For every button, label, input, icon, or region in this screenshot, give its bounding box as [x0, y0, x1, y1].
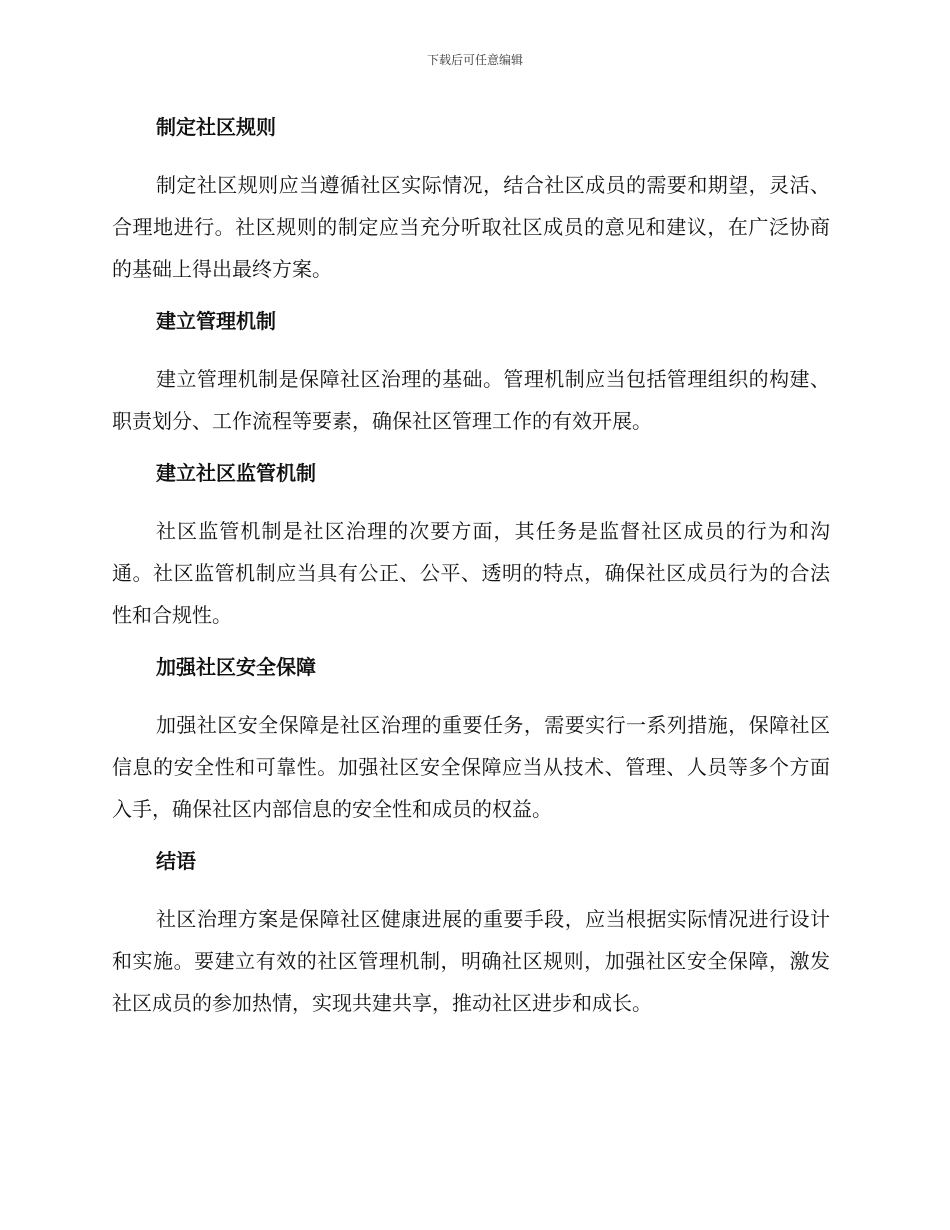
section-title-management-mechanism: 建立管理机制 [156, 309, 276, 333]
section-title-supervision-mechanism: 建立社区监管机制 [156, 461, 316, 485]
section-body-conclusion: 社区治理方案是保障社区健康进展的重要手段，应当根据实际情况进行设计和实施。要建立有效的社区管理机制，明确社区规则，加强社区安全保障，激发社区成员的参加热情，实现共建共享，推动社区进步和成长。 [112, 907, 830, 1015]
section-title-security: 加强社区安全保障 [156, 655, 316, 679]
document-content [112, 108, 830, 1036]
section-body-management-mechanism: 建立管理机制是保障社区治理的基础。管理机制应当包括管理组织的构建、职责划分、工作流程等要素，确保社区管理工作的有效开展。 [112, 367, 830, 433]
section-title-conclusion: 结语 [156, 849, 196, 873]
section-body-security: 加强社区安全保障是社区治理的重要任务，需要实行一系列措施，保障社区信息的安全性和可靠性。加强社区安全保障应当从技术、管理、人员等多个方面入手，确保社区内部信息的安全性和成员的权益。 [112, 713, 830, 821]
page-header-note: 下载后可任意编辑 [426, 53, 523, 67]
section-body-community-rules: 制定社区规则应当遵循社区实际情况，结合社区成员的需要和期望，灵活、合理地进行。社区规则的制定应当充分听取社区成员的意见和建议，在广泛协商的基础上得出最终方案。 [112, 173, 830, 281]
section-title-community-rules: 制定社区规则 [156, 115, 276, 139]
section-body-supervision-mechanism: 社区监管机制是社区治理的次要方面，其任务是监督社区成员的行为和沟通。社区监管机制应当具有公正、公平、透明的特点，确保社区成员行为的合法性和合规性。 [112, 519, 830, 627]
